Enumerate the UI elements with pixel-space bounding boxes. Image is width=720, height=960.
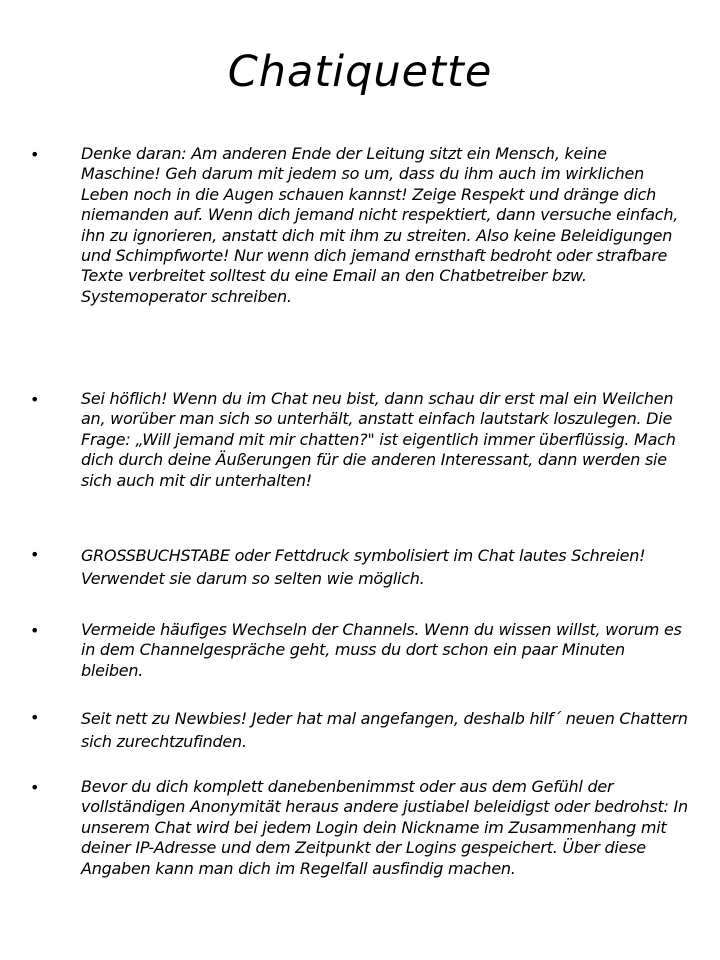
rule-text: Denke daran: Am anderen Ende der Leitung sitzt ein Mensch, keine Maschine! Geh darum mit jedem so um, dass du ihm auch im wirklichen Leben noch in die Augen schauen kannst! Zeige Respekt und dränge dich niemanden auf. Wenn dich jemand nicht respektiert, dann versuche einfach, ihn zu ignorieren, anstatt dich mit ihm zu streiten. Also keine Beleidigungen und Schimpfworte! Nur wenn dich jemand ernsthaft bedroht oder strafbare Texte verbreitet solltest du eine Email an den Chatbetreiber bzw. Systemoperator schreiben.	[81, 144, 679, 306]
rule-text: Bevor du dich komplett danebenbenimmst oder aus dem Gefühl der vollständigen Anonymität heraus andere justiabel beleidigst oder bedrohst: In unserem Chat wird bei jedem Login dein Nickname im Zusammenhang mit deiner IP-Adresse und dem Zeitpunkt der Logins gespeichert. Über diese Angaben kann man dich im Regelfall ausfindig machen.	[81, 777, 688, 878]
rule-text: Seit nett zu Newbies! Jeder hat mal angefangen, deshalb hilf´ neuen Chattern sich zurechtzufinden.	[81, 709, 688, 751]
bullet-marker: •	[30, 145, 40, 164]
page-title: Chatiquette	[227, 47, 493, 97]
bullet-marker: •	[30, 545, 40, 564]
bullet-marker: •	[30, 778, 40, 797]
rule-text: GROSSBUCHSTABE oder Fettdruck symbolisiert im Chat lautes Schreien! Verwendet sie darum so selten wie möglich.	[81, 546, 646, 588]
bullet-marker: •	[30, 708, 40, 727]
rule-text: Vermeide häufiges Wechseln der Channels. Wenn du wissen willst, worum es in dem Channelgespräche geht, muss du dort schon ein paar Minuten bleiben.	[81, 620, 682, 680]
rule-text: Sei höflich! Wenn du im Chat neu bist, dann schau dir erst mal ein Weilchen an, worüber man sich so unterhält, anstatt einfach lautstark loszulegen. Die Frage: „Will jemand mit mir chatten?" ist eigentlich immer überflüssig. Mach dich durch deine Äußerungen für die anderen Interessant, dann werden sie sich auch mit dir unterhalten!	[81, 389, 676, 490]
bullet-marker: •	[30, 390, 40, 409]
bullet-marker: •	[30, 621, 40, 640]
